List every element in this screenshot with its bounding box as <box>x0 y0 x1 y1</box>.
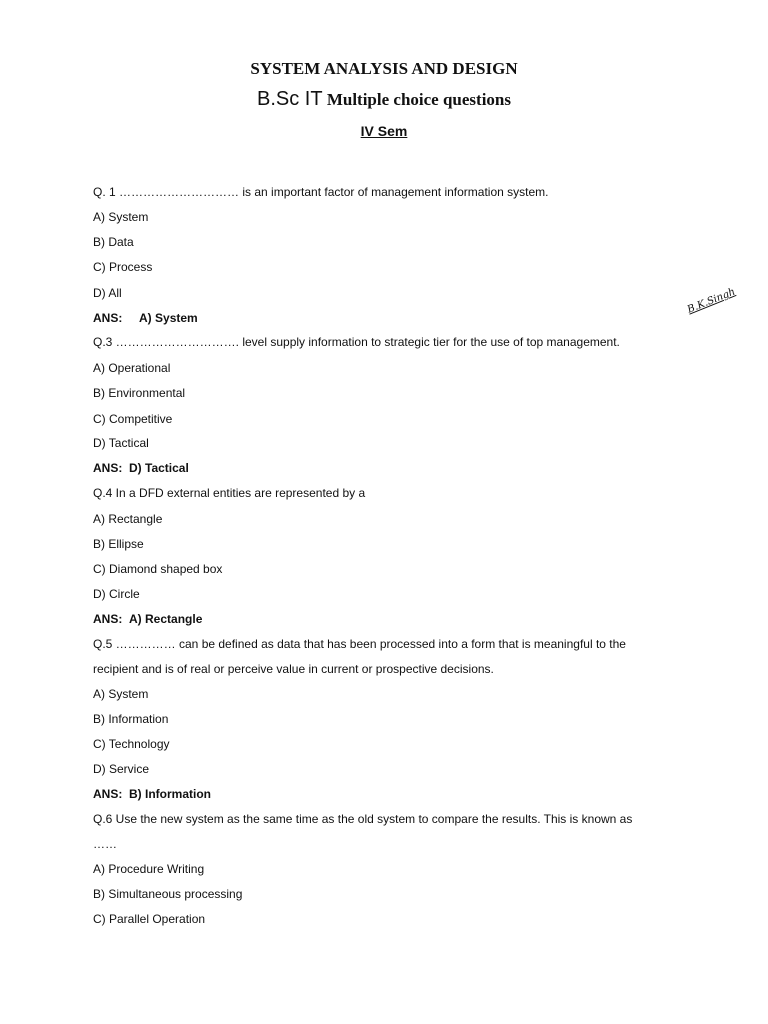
question-1-option-d: D) All <box>93 286 122 300</box>
semester-label: IV Sem <box>360 123 408 139</box>
answer-value: D) Tactical <box>129 461 189 475</box>
question-3-option-a: A) Operational <box>93 361 171 375</box>
question-6-text-continued: …… <box>93 837 117 851</box>
question-1-answer <box>93 311 198 325</box>
question-5-text: Q.5 …………… can be defined as data that has been processed into a form that is meaningful to the <box>93 637 626 651</box>
course-subtitle <box>0 88 768 111</box>
answer-value: A) Rectangle <box>129 612 203 626</box>
question-3-option-d: D) Tactical <box>93 436 149 450</box>
answer-value: B) Information <box>129 787 212 801</box>
answer-label: ANS: <box>93 311 123 325</box>
subject-title: SYSTEM ANALYSIS AND DESIGN <box>250 59 518 78</box>
answer-label: ANS: <box>93 461 123 475</box>
subtitle-text: Multiple choice questions <box>326 90 511 109</box>
question-5-answer <box>93 787 211 801</box>
question-1-option-c: C) Process <box>93 260 153 274</box>
question-5-option-c: C) Technology <box>93 737 170 751</box>
question-6-text: Q.6 Use the new system as the same time as the old system to compare the results. This is known as <box>93 812 633 826</box>
answer-label: ANS: <box>93 787 123 801</box>
question-5-option-d: D) Service <box>93 762 150 776</box>
answer-value: A) System <box>139 311 198 325</box>
question-5-text-continued: recipient and is of real or perceive value in current or prospective decisions. <box>93 662 494 676</box>
question-4-answer <box>93 612 202 626</box>
question-6-option-a: A) Procedure Writing <box>93 862 205 876</box>
question-1-text: Q. 1 ………………………… is an important factor of management information system. <box>93 185 549 199</box>
question-1-option-a: A) System <box>93 210 149 224</box>
question-5-option-a: A) System <box>93 687 149 701</box>
question-6-option-c: C) Parallel Operation <box>93 912 206 926</box>
course-prefix: B.Sc IT <box>257 88 323 110</box>
question-4-option-d: D) Circle <box>93 587 140 601</box>
question-3-option-b: B) Environmental <box>93 386 186 400</box>
question-6-option-b: B) Simultaneous processing <box>93 887 243 901</box>
question-3-text: Q.3 …………………………. level supply information to strategic tier for the use of top management. <box>93 335 620 349</box>
handwritten-signature: B.K.Singh <box>685 286 737 316</box>
question-4-option-c: C) Diamond shaped box <box>93 562 223 576</box>
question-3-option-c: C) Competitive <box>93 412 173 426</box>
question-3-answer <box>93 461 189 475</box>
question-4-text: Q.4 In a DFD external entities are represented by a <box>93 486 366 500</box>
question-5-option-b: B) Information <box>93 712 169 726</box>
question-4-option-a: A) Rectangle <box>93 512 163 526</box>
answer-label: ANS: <box>93 612 123 626</box>
question-4-option-b: B) Ellipse <box>93 537 144 551</box>
question-1-option-b: B) Data <box>93 235 134 249</box>
